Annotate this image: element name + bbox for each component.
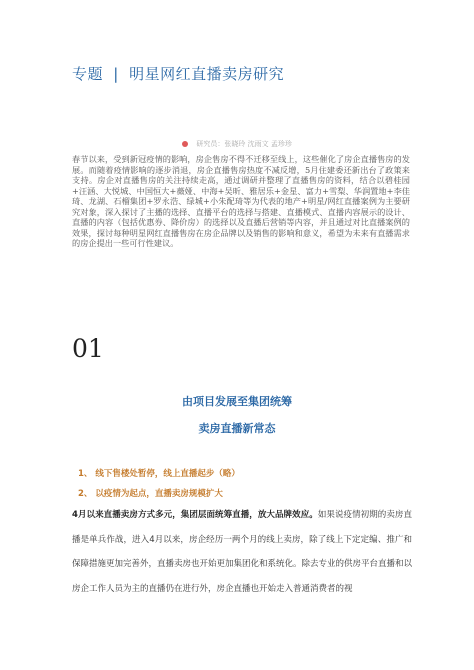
body-bold-lead: 4月以来直播卖房方式多元，集团层面统筹直播，放大品牌效应。 bbox=[72, 510, 318, 520]
body-text: 如果说疫情初期的卖房直播是单兵作战，进入4月以来，房企经历一两个月的线上卖房，除了线上下定定编、推广和保障措施更加完善外，直播卖房也开始更加集团化和系统化。除去专业的供房平台直播和以房企工作人员为主的直播仍在进行外，房企直播也开始走入普通消费者的视 bbox=[72, 510, 413, 594]
section-title-line2: 卖房直播新常态 bbox=[198, 422, 276, 435]
author-marker-icon bbox=[182, 141, 188, 147]
intro-text: 春节以来，受到新冠疫情的影响，房企售房不得不迁移至线上，这些催化了房企直播售房的发展。而随着疫情影响的逐步消退，房企直播售房热度不减反增，5月住建委还新出台了政策来支持。房企对直播售房的关注持续走高，通过调研并整理了直播售房的资料，结合以碧桂园+汪涵、大悦城、中国恒大+薇娅、中海+吴昕、雅居乐+金星、富力+雪梨、华润置地+李佳琦、龙湖、石榴集团+罗永浩、绿城+小朱配琦等为代表的地产+明星/网红直播案例为主要研究对象，深入探讨了主播的选择、直播平台的选择与搭建、直播模式、直播内容展示的设计、直播的内容（包括优惠券、降价房）的选择以及直播后营销等内容，并且通过对比直播案例的效果，探讨每种明星网红直播售房在房企品牌以及销售的影响和意义，希望为未来有直播需求的房企提出一些可行性建议。 bbox=[72, 154, 410, 248]
outline-item: 1、 线下售楼处暂停，线上直播起步（略） bbox=[78, 469, 240, 479]
body-paragraph bbox=[72, 503, 412, 601]
section-number: 01 bbox=[72, 334, 104, 363]
header-prefix: 专题 bbox=[72, 65, 104, 83]
section-title-line1: 由项目发展至集团统筹 bbox=[182, 395, 292, 408]
author-line bbox=[0, 139, 474, 149]
page-header bbox=[72, 63, 284, 84]
header-title: 明星网红直播卖房研究 bbox=[129, 65, 285, 83]
intro-paragraph bbox=[72, 154, 410, 249]
outline-item: 2、 以疫情为起点，直播卖房规模扩大 bbox=[78, 489, 223, 499]
author-names: 研究员：张晓玲 沈雨文 孟珍珍 bbox=[196, 140, 292, 148]
header-separator: | bbox=[113, 65, 119, 83]
